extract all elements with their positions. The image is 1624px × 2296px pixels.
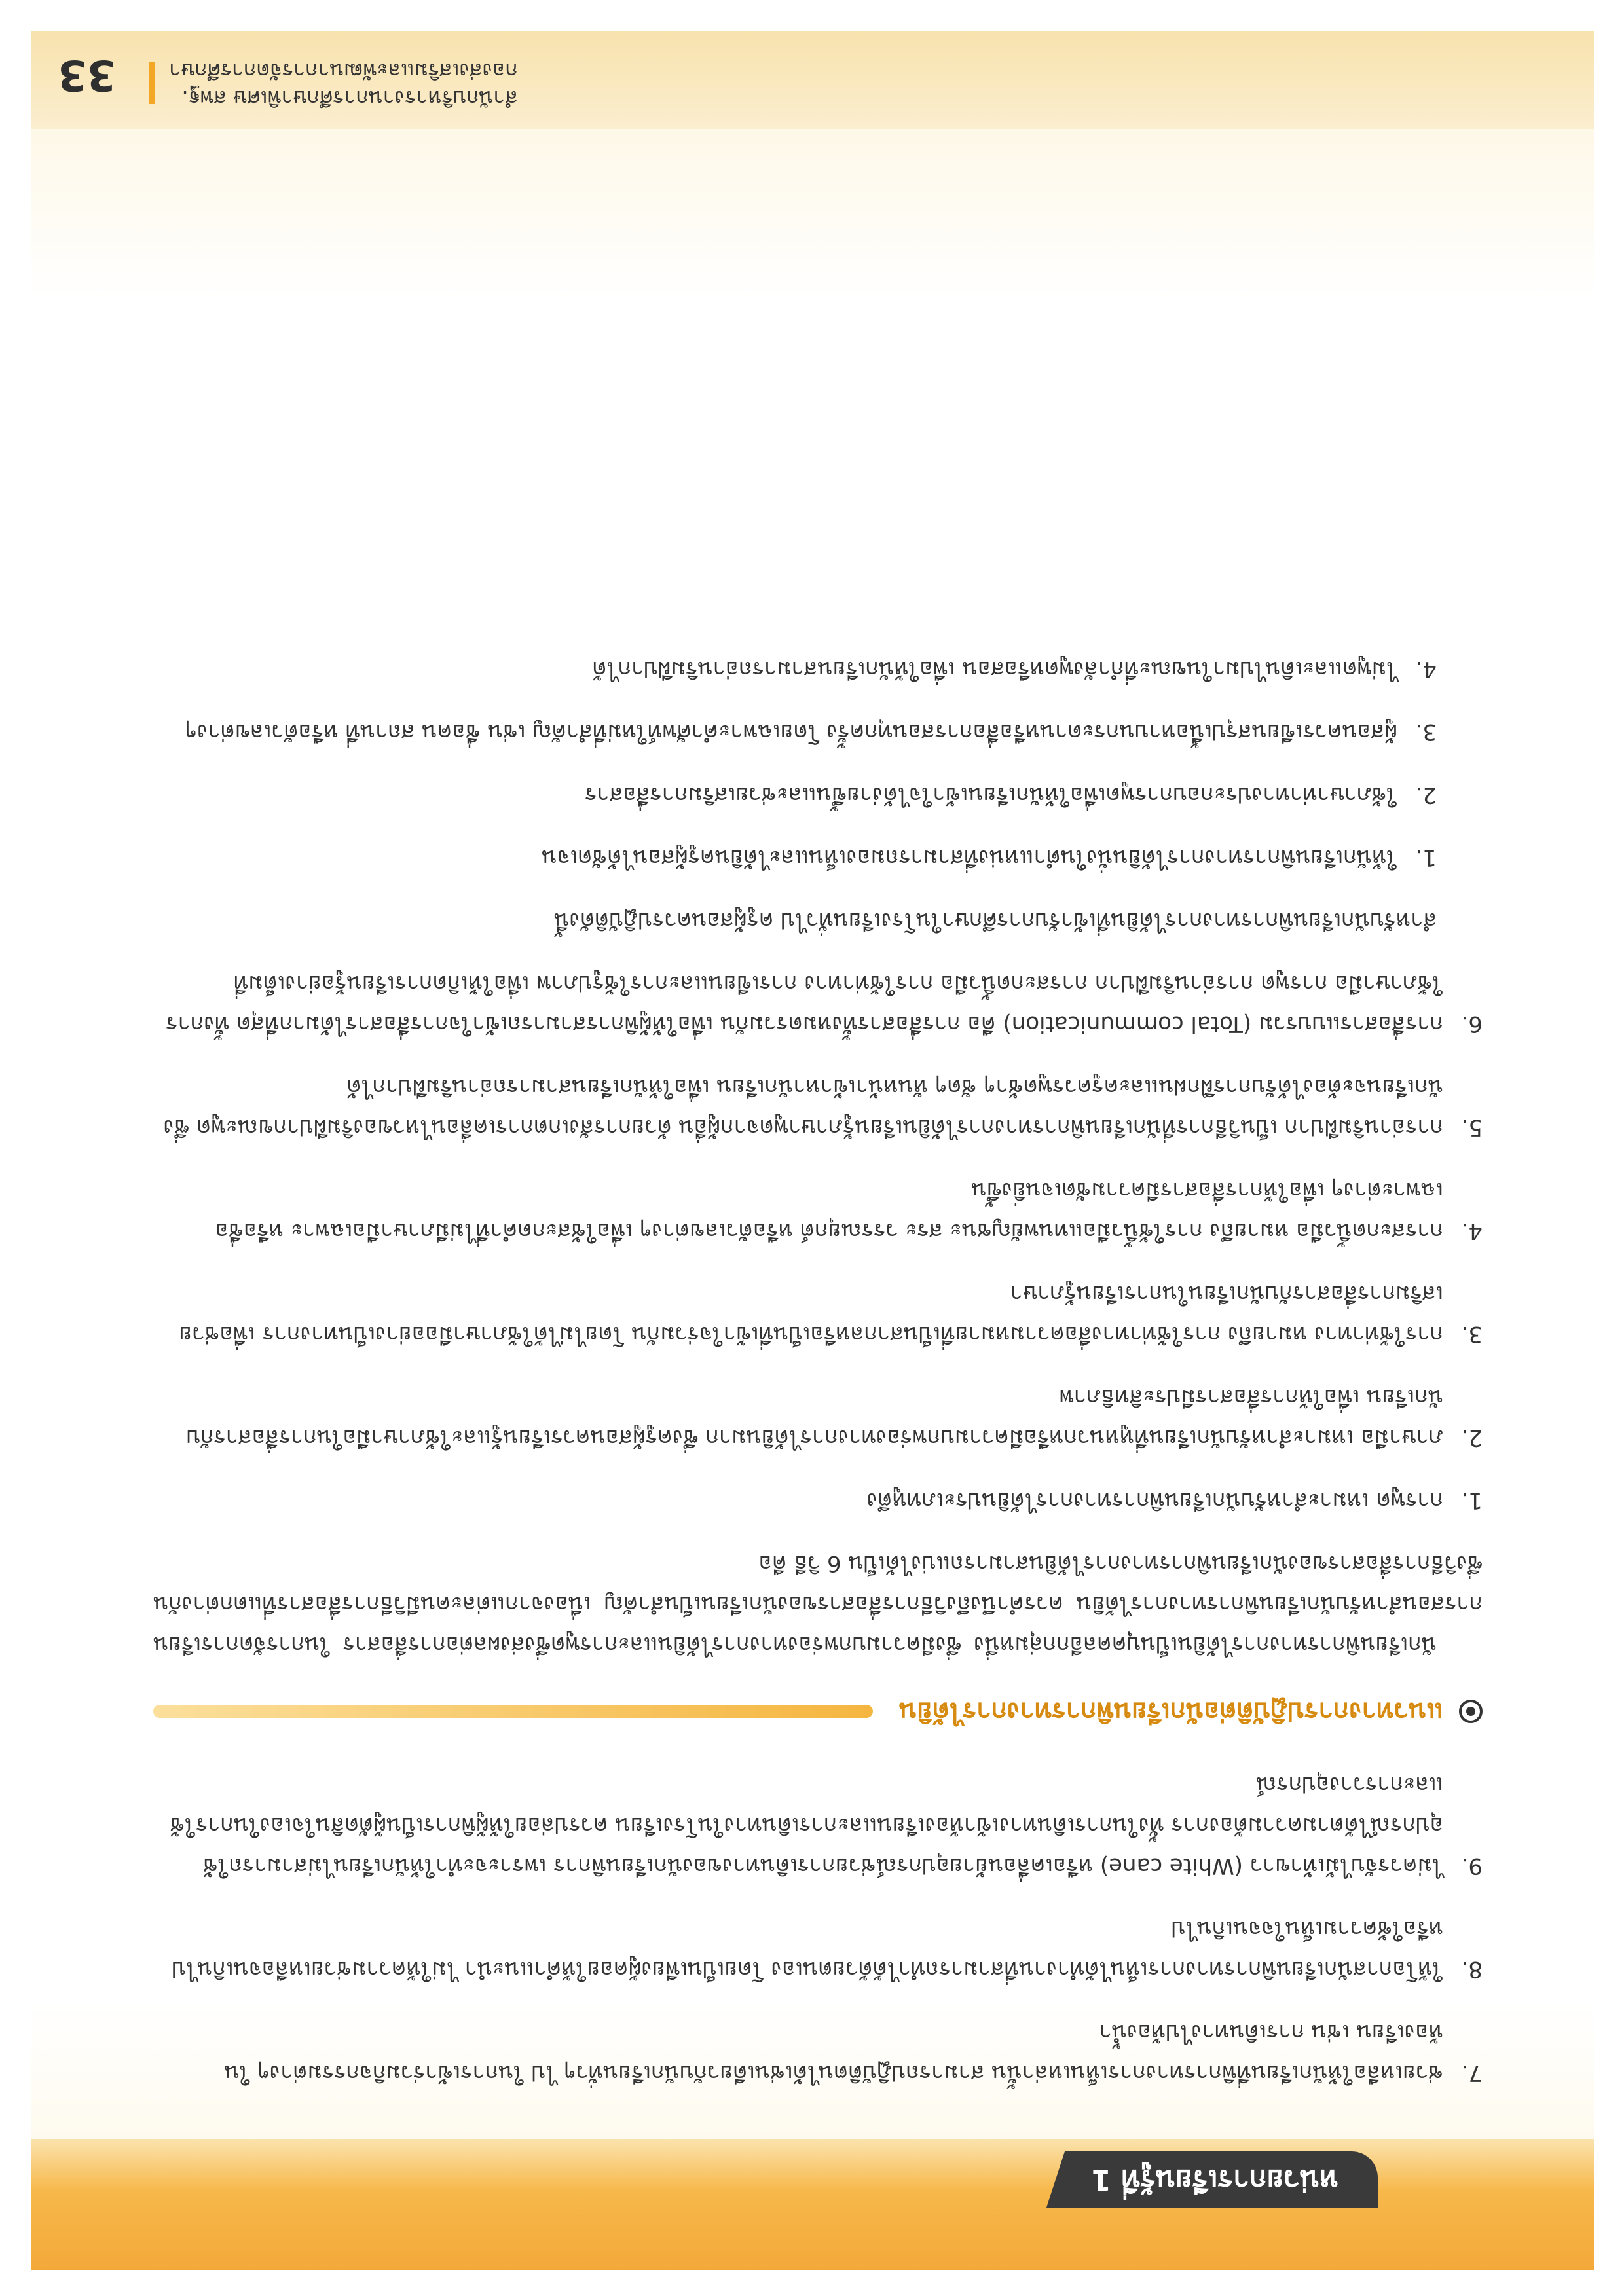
section-intro-paragraph: นักเรียนพิการทางการได้ยินเป็นบุคคลอีกกลุ่มหนึ่ง ซึ่งมีความบกพร่องทางการได้ยินและการพูดซึ่งส่งผลต่อการสื่อสาร ในการจัดการเรียนการสอนสำหรับนักเรียนพิการทางการได้ยิน ควรคำนึงถึงวิธีการสื่อสารของนักเรียนเป็นสำคัญ เนื่องจากแต่ละคนมีวิธีการสื่อสารที่แตกต่างกัน ซึ่งวิธีการสื่อสารของนักเรียนพิการทางการได้ยินสามารถแบ่งได้เป็น 6 วิธี คือ bbox=[153, 1550, 1483, 1658]
item-text: การสะกดนิ้วมือ หมายถึง การใช้นิ้วมือแทนพยัญชนะ สระ วรรณยุกต์ หรือตัวเลขต่างๆ เพื่อใช้สะกดคำที่ไม่มีภาษามือเฉพาะ หรือชื่อเฉพาะต่างๆ เพื่อให้การสื่อสารมีความชัดเจนยิ่งขึ้น bbox=[215, 1177, 1443, 1244]
item-text: ภาษามือ เหมาะสำหรับนักเรียนที่หูหนวกหรือมีความบกพร่องทางการได้ยินมาก ซึ่งครูผู้สอนควรเรียนรู้และใช้ภาษามือในการสื่อสารกับนักเรียน เพื่อให้การสื่อสารมีประสิทธิภาพ bbox=[186, 1384, 1443, 1451]
page-number: 33 bbox=[58, 50, 117, 99]
item-number: 2. bbox=[1461, 1425, 1483, 1451]
item-number: 9. bbox=[1461, 1853, 1483, 1879]
footer-text bbox=[169, 57, 518, 112]
list-item bbox=[153, 774, 1483, 815]
footer-line: สำนักบริหารงานการศึกษาพิเศษ สพฐ. bbox=[181, 86, 518, 111]
item-text: ไม่ควรจับไม้เท้าขาว (White cane) หรือเคลื่อนย้ายอุปกรณ์ช่วยการเดินทางของนักเรียนพิการ เพราะจะทำให้นักเรียนไม่สามารถใช้อุปกรณ์ได้ตามความต้องการ ทั้งในการเดินทางเข้าห้องเรียนและการเดินทางในโรงเรียน ควรปล่อยให้ผู้พิการเป็นผู้ตัดสินใจเองในการใช้และการวางอุปกรณ์ bbox=[170, 1772, 1443, 1879]
page-sheet bbox=[31, 31, 1594, 2270]
list-item bbox=[153, 1273, 1483, 1355]
item-text: การใช้ท่าทาง หมายถึง การใช้ท่าทางสื่อความหมายที่เป็นสากลหรือเป็นที่เข้าใจร่วมกัน โดยไม่ได้ใช้ภาษามืออย่างเป็นทางการ เพื่อช่วยเสริมการสื่อสารกับนักเรียนในการเรียนรู้ภาษา bbox=[179, 1281, 1443, 1347]
unit-tab: หน่วยการเรียนรู้ที่ 1 bbox=[1065, 2151, 1378, 2208]
item-text: การพูด เหมาะสำหรับนักเรียนพิการทางการได้ยินประเภทหูตึง bbox=[866, 1487, 1443, 1514]
list-item bbox=[153, 1377, 1483, 1458]
section-heading bbox=[153, 1691, 1483, 1732]
item-text: การสื่อสารแบบรวม (Total communication) คือ การสื่อสารทั้งหมดรวมกัน เพื่อให้ผู้พิการสามารถเข้าใจการสื่อสารได้มากที่สุด ทั้งการใช้ภาษามือ การพูด การอ่านริมฝีปาก การสะกดนิ้วมือ การใช้ท่าทาง การเขียนและการใช้รูปภาพ เพื่อให้เกิดการเรียนรู้อย่างเต็มที่ bbox=[166, 970, 1443, 1037]
item-text: ผู้สอนควรเขียนสรุปเนื้อหาบนกระดานหรือสื่อการสอนทุกครั้ง โดยเฉพาะคำศัพท์ใหม่ที่สำคัญ เช่น ชื่อคน สถานที่ หรือตัวเลขต่างๆ bbox=[185, 719, 1397, 745]
item-text: ให้นักเรียนพิการทางการได้ยินนั่งในตำแหน่งที่สามารถมองเห็นและได้ยินครูผู้สอนได้ชัดเจน bbox=[542, 845, 1397, 871]
list-item bbox=[153, 2012, 1483, 2093]
item-text: ไม่พูดและเดินไปมาในขณะที่กำลังพูดหรือสอน เพื่อให้นักเรียนสามารถอ่านริมฝีปากได้ bbox=[592, 656, 1397, 682]
list-item bbox=[153, 649, 1483, 689]
section-title: แนวทางการปฏิบัติต่อนักเรียนพิการทางการได้ยิน bbox=[898, 1696, 1443, 1726]
item-number: 3. bbox=[1461, 1321, 1483, 1347]
list-item bbox=[153, 837, 1483, 878]
list-item bbox=[153, 712, 1483, 752]
footer-line: กองส่งเสริมและพัฒนาการจัดการศึกษา bbox=[169, 58, 518, 83]
item-text: การอ่านริมฝีปาก เป็นวิธีการที่นักเรียนพิการทางการได้ยินเรียนรู้ภาษาพูดจากผู้อื่น ด้วยการสังเกตการเคลื่อนไหวของริมฝีปากขณะพูด ซึ่งนักเรียนจะต้องได้รับการฝึกฝนและครูควรพูดช้าๆ ชัดๆ หันหน้าเข้าหานักเรียน เพื่อให้นักเรียนสามารถอ่านริมฝีปากได้ bbox=[163, 1074, 1443, 1140]
item-text: ช่วยเหลือให้นักเรียนที่พิการทางการเห็นเหล่านั้น สามารถปฏิบัติตนได้เช่นเดียวกับนักเรียนทั่วๆ ไป ในการเข้าร่วมกิจกรรมต่างๆ ในห้องเรียน เช่น การเดินทางไปห้องน้ำ bbox=[224, 2019, 1443, 2086]
item-number: 8. bbox=[1461, 1956, 1483, 1982]
item-text: ให้โอกาสนักเรียนพิการทางการเห็นได้ทำงานที่สามารถทำได้ด้วยตนเอง โดยเป็นเพียงผู้คอยให้คำแนะนำ ไม่ให้ความช่วยเหลือจนเกินไป หรือใช้ความเห็นใจจนเกินไป bbox=[172, 1916, 1443, 1982]
title-underline-bar bbox=[153, 1705, 873, 1718]
list-item bbox=[153, 1480, 1483, 1521]
page-footer bbox=[31, 31, 1594, 129]
list-item bbox=[153, 963, 1483, 1044]
item-number: 2. bbox=[1415, 782, 1437, 808]
footer-divider-bar bbox=[149, 62, 155, 104]
item-number: 5. bbox=[1461, 1114, 1483, 1140]
intro-list bbox=[153, 627, 1483, 2093]
list-item bbox=[153, 1908, 1483, 1990]
list-item bbox=[153, 1066, 1483, 1148]
item-number: 6. bbox=[1461, 1011, 1483, 1037]
teacher-intro-paragraph: สำหรับนักเรียนพิการทางการได้ยินที่เข้ารับการศึกษาในโรงเรียนทั่วไป ครูผู้สอนควรปฏิบัติดังนี้ bbox=[554, 907, 1437, 934]
item-number: 3. bbox=[1415, 719, 1437, 745]
item-number: 1. bbox=[1461, 1487, 1483, 1514]
item-number: 4. bbox=[1415, 656, 1437, 682]
item-number: 4. bbox=[1461, 1218, 1483, 1244]
item-number: 1. bbox=[1415, 845, 1437, 871]
item-text: ใช้ภาษาท่าทางประกอบการพูดเพื่อให้นักเรียนเข้าใจได้ง่ายขึ้นและช่วยเสริมการสื่อสาร bbox=[585, 782, 1397, 808]
header-band bbox=[31, 2139, 1594, 2270]
bullet-circle-icon bbox=[1459, 1700, 1483, 1723]
item-number: 7. bbox=[1461, 2060, 1483, 2086]
list-item bbox=[153, 1170, 1483, 1251]
list-item bbox=[153, 1764, 1483, 1886]
